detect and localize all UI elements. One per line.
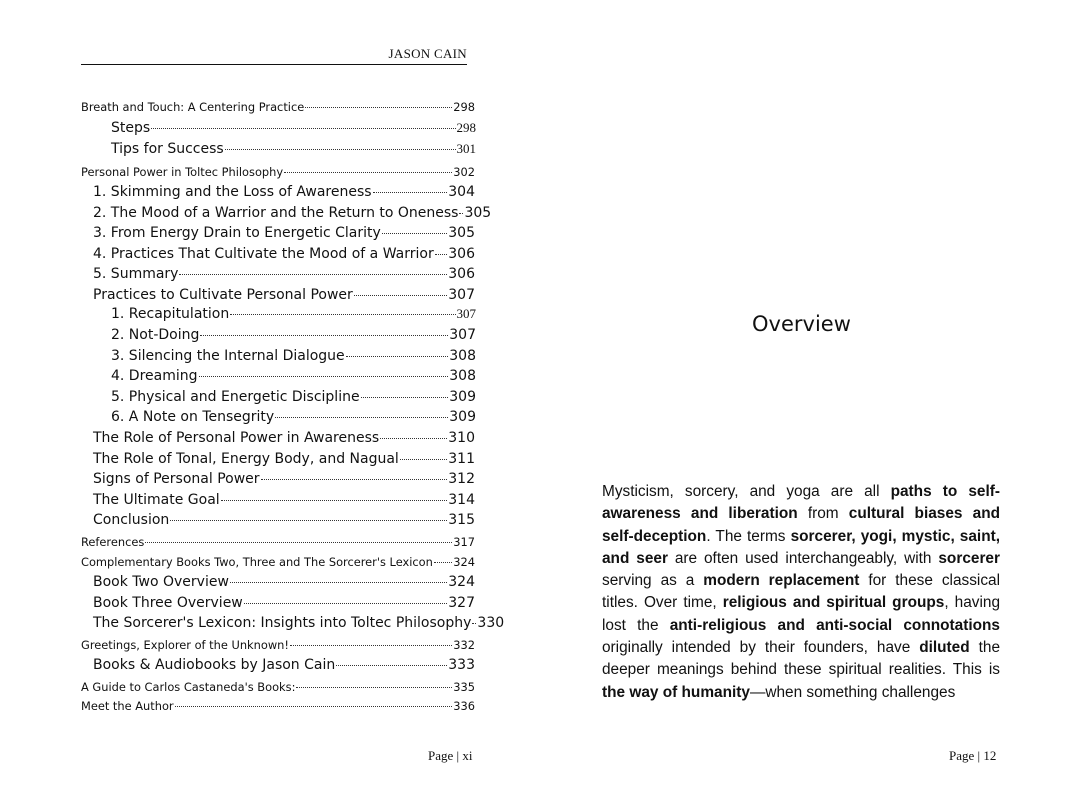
toc-entry[interactable] bbox=[111, 389, 476, 405]
toc-entry-page: 298 bbox=[453, 100, 475, 114]
toc-entry-title: Greetings, Explorer of the Unknown! bbox=[81, 638, 289, 652]
toc-entry-page: 317 bbox=[453, 535, 475, 549]
toc-entry-title: The Role of Tonal, Energy Body, and Nagual bbox=[93, 451, 399, 467]
toc-entry[interactable] bbox=[111, 120, 476, 136]
toc-entry-page: 306 bbox=[448, 246, 475, 262]
toc-entry-page: 335 bbox=[453, 680, 475, 694]
toc-entry-page: 304 bbox=[448, 184, 475, 200]
toc-entry-page: 307 bbox=[448, 287, 475, 303]
toc-entry[interactable] bbox=[111, 368, 476, 384]
toc-entry[interactable] bbox=[93, 430, 475, 446]
toc-entry-title: The Sorcerer's Lexicon: Insights into Toltec Philosophy bbox=[93, 615, 472, 631]
toc-entry-title: The Role of Personal Power in Awareness bbox=[93, 430, 380, 446]
text-run: the deeper meanings behind these spiritual realities. This is bbox=[602, 639, 1000, 679]
toc-entry-page: 301 bbox=[456, 141, 476, 156]
toc-entry-page: 307 bbox=[456, 306, 476, 321]
toc-entry-page: 330 bbox=[477, 615, 505, 631]
toc-entry-page: 310 bbox=[448, 430, 475, 446]
toc-entry[interactable] bbox=[93, 205, 492, 221]
toc-entry-page: 324 bbox=[453, 555, 475, 569]
toc-entry-title: Meet the Author bbox=[81, 699, 174, 713]
text-run: Mysticism, sorcery, and yoga are all bbox=[602, 483, 891, 500]
toc-entry-title: 3. Silencing the Internal Dialogue bbox=[111, 348, 345, 364]
emphasis-run: anti-religious and anti-social connotations bbox=[669, 616, 1000, 634]
toc-entry-title: 5. Physical and Energetic Discipline bbox=[111, 389, 360, 405]
toc-entry[interactable] bbox=[111, 348, 476, 364]
toc-entry-title: The Ultimate Goal bbox=[93, 492, 220, 508]
emphasis-run: diluted bbox=[919, 639, 970, 657]
toc-entry-page: 309 bbox=[449, 409, 476, 425]
toc-entry-page: 314 bbox=[448, 492, 475, 508]
toc-entry-title: A Guide to Carlos Castaneda's Books: bbox=[81, 680, 296, 694]
toc-entry-title: 4. Dreaming bbox=[111, 368, 198, 384]
toc-entry[interactable] bbox=[93, 225, 475, 241]
toc-entry[interactable] bbox=[111, 409, 476, 425]
toc-entry[interactable] bbox=[81, 535, 475, 549]
text-run: —when something challenges bbox=[749, 683, 956, 701]
toc-entry[interactable] bbox=[93, 512, 475, 528]
toc-entry[interactable] bbox=[81, 555, 475, 569]
toc-entry-title: Books & Audiobooks by Jason Cain bbox=[93, 657, 336, 673]
running-head-author: JASON CAIN bbox=[388, 46, 467, 61]
toc-entry-page: 324 bbox=[448, 574, 475, 590]
toc-entry-title: Breath and Touch: A Centering Practice bbox=[81, 100, 305, 114]
toc-entry[interactable] bbox=[93, 266, 475, 282]
toc-entry-page: 308 bbox=[449, 348, 476, 364]
text-run: originally intended by their founders, have bbox=[602, 639, 920, 657]
toc-entry[interactable] bbox=[93, 471, 475, 487]
toc-entry-page: 311 bbox=[448, 451, 475, 467]
text-run: serving as a bbox=[602, 572, 704, 590]
toc-entry-title: 1. Recapitulation bbox=[111, 306, 230, 322]
toc-entry-page: 312 bbox=[448, 471, 475, 487]
toc-entry[interactable] bbox=[111, 306, 476, 322]
toc-entry[interactable] bbox=[111, 141, 476, 157]
toc-entry[interactable] bbox=[81, 638, 475, 652]
emphasis-run: religious and spiritual groups bbox=[722, 594, 945, 612]
toc-entry-page: 327 bbox=[448, 595, 475, 611]
text-run: for these classical titles. Over time, bbox=[602, 572, 1001, 612]
toc-entry-page: 305 bbox=[464, 205, 492, 221]
toc-entry-title: 5. Summary bbox=[93, 266, 179, 282]
toc-entry[interactable] bbox=[93, 595, 475, 611]
toc-entry-title: 3. From Energy Drain to Energetic Clarity bbox=[93, 225, 381, 241]
toc-entry-title: Book Three Overview bbox=[93, 595, 243, 611]
toc-entry[interactable] bbox=[93, 574, 475, 590]
toc-entry[interactable] bbox=[93, 287, 475, 303]
toc-entry[interactable] bbox=[93, 184, 475, 200]
toc-entry-title: References bbox=[81, 535, 145, 549]
toc-entry-title: 4. Practices That Cultivate the Mood of a Warrior bbox=[93, 246, 434, 262]
toc-entry-page: 305 bbox=[448, 225, 475, 241]
toc-entry-title: 2. Not-Doing bbox=[111, 327, 200, 343]
emphasis-run: sorcerer, yogi, mystic, saint, and seer bbox=[602, 527, 1000, 567]
toc-entry-page: 308 bbox=[449, 368, 476, 384]
toc-entry-title: Personal Power in Toltec Philosophy bbox=[81, 165, 284, 179]
toc-entry[interactable] bbox=[81, 100, 475, 114]
toc-entry-title: Complementary Books Two, Three and The Sorcerer's Lexicon bbox=[81, 555, 433, 569]
running-head bbox=[81, 42, 467, 65]
emphasis-run: paths to self-awareness and liberation bbox=[602, 483, 1000, 523]
toc-entry-page: 309 bbox=[449, 389, 476, 405]
page-number: Page | 12 bbox=[949, 748, 997, 763]
toc-entry-page: 298 bbox=[456, 120, 476, 135]
toc-entry-title: Book Two Overview bbox=[93, 574, 229, 590]
toc-entry-title: Steps bbox=[111, 120, 151, 136]
toc-entry[interactable] bbox=[93, 657, 475, 673]
toc-entry-title: 2. The Mood of a Warrior and the Return to Oneness bbox=[93, 205, 459, 221]
text-run: from bbox=[797, 505, 849, 523]
toc-entry[interactable] bbox=[81, 165, 475, 179]
emphasis-run: cultural biases and self-deception bbox=[602, 505, 1000, 545]
toc-entry[interactable] bbox=[93, 615, 505, 631]
body-paragraph bbox=[602, 481, 1000, 704]
toc-entry[interactable] bbox=[81, 680, 475, 694]
toc-entry-title: 6. A Note on Tensegrity bbox=[111, 409, 275, 425]
toc-entry-title: Conclusion bbox=[93, 512, 170, 528]
toc-entry[interactable] bbox=[93, 451, 475, 467]
toc-entry-page: 315 bbox=[448, 512, 475, 528]
right-page bbox=[540, 0, 1080, 810]
toc-entry[interactable] bbox=[81, 699, 475, 713]
toc-entry[interactable] bbox=[93, 492, 475, 508]
toc-entry-page: 332 bbox=[453, 638, 475, 652]
toc-entry-page: 333 bbox=[448, 657, 475, 673]
toc-entry[interactable] bbox=[111, 327, 476, 343]
page-number: Page | xi bbox=[428, 748, 473, 763]
toc-entry-title: 1. Skimming and the Loss of Awareness bbox=[93, 184, 372, 200]
toc-entry-title: Practices to Cultivate Personal Power bbox=[93, 287, 353, 303]
text-run: , having lost the bbox=[602, 594, 1001, 634]
emphasis-run: modern replacement bbox=[703, 572, 860, 590]
emphasis-run: the way of humanity bbox=[602, 683, 750, 701]
toc-entry-page: 306 bbox=[448, 266, 475, 282]
toc-entry-page: 302 bbox=[453, 165, 475, 179]
toc-entry[interactable] bbox=[93, 246, 475, 262]
text-run: are often used interchangeably, with bbox=[667, 549, 939, 567]
toc-entry-title: Tips for Success bbox=[111, 141, 224, 157]
emphasis-run: sorcerer bbox=[938, 549, 1000, 567]
section-heading: Overview bbox=[752, 312, 851, 336]
text-run: . The terms bbox=[706, 527, 791, 545]
toc-entry-title: Signs of Personal Power bbox=[93, 471, 260, 487]
toc-entry-page: 307 bbox=[449, 327, 476, 343]
toc-entry-page: 336 bbox=[453, 699, 475, 713]
